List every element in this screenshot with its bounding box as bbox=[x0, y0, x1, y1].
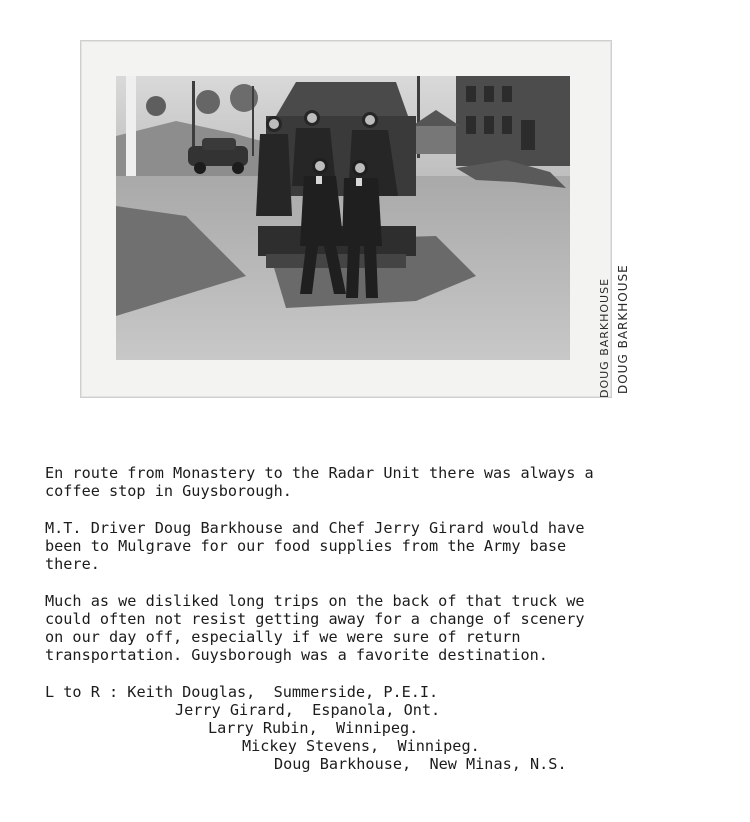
credit-line bbox=[45, 719, 735, 737]
credit-name: Mickey Stevens, Winnipeg. bbox=[242, 737, 480, 755]
credit-name: Larry Rubin, Winnipeg. bbox=[208, 719, 419, 737]
credit-name: Doug Barkhouse, New Minas, N.S. bbox=[274, 755, 567, 773]
credits-list bbox=[45, 683, 735, 773]
credit-name: Keith Douglas, Summerside, P.E.I. bbox=[127, 683, 439, 701]
credit-line bbox=[45, 683, 735, 701]
caption-paragraph-1: En route from Monastery to the Radar Unit there was always a coffee stop in Guysborough. bbox=[45, 464, 594, 500]
credit-line bbox=[45, 737, 735, 755]
credit-line bbox=[45, 701, 735, 719]
margin-handwritten-note: DOUG BARKHOUSE bbox=[616, 264, 630, 394]
caption-paragraph-3: Much as we disliked long trips on the back of that truck we could often not resist getting away for a change of scenery on our day off, especially if we were sure of return transportation. Guysborough was a favorite destination. bbox=[45, 592, 585, 664]
credit-name: Jerry Girard, Espanola, Ont. bbox=[175, 701, 441, 719]
caption-paragraph-2: M.T. Driver Doug Barkhouse and Chef Jerry Girard would have been to Mulgrave for our food supplies from the Army base there. bbox=[45, 519, 585, 573]
photograph bbox=[116, 76, 570, 360]
credit-line bbox=[45, 755, 735, 773]
margin-handwritten-note: DOUG BARKHOUSE bbox=[598, 277, 611, 398]
credits-prefix: L to R : bbox=[45, 683, 128, 701]
